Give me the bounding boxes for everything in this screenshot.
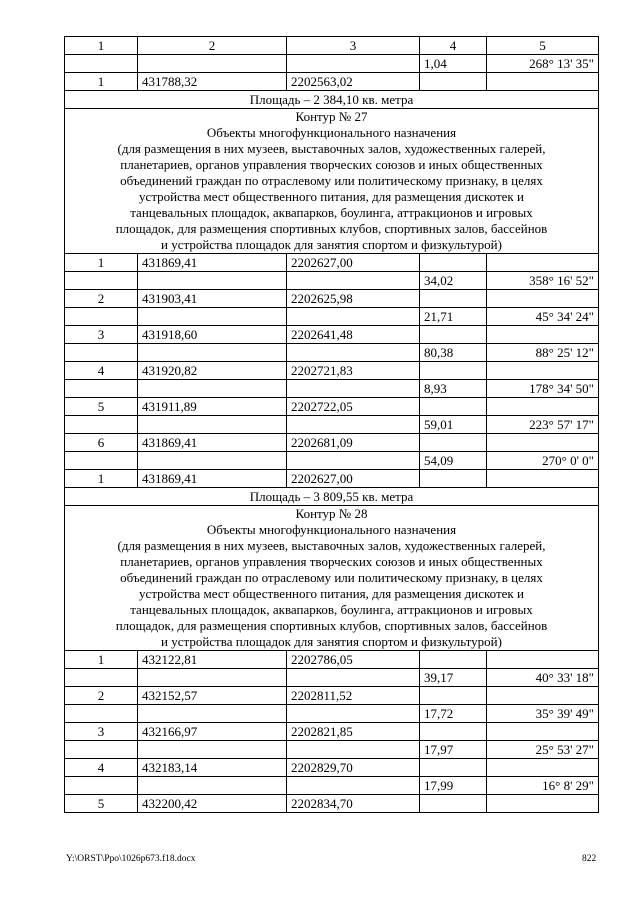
cell: 5 — [65, 398, 138, 416]
cell — [420, 398, 487, 416]
cell — [420, 795, 487, 813]
cell: 432183,14 — [138, 759, 287, 777]
contour-description-line: планетариев, органов управления творческих союзов и иных общественных — [120, 157, 543, 172]
contour-description-line: планетариев, органов управления творческих союзов и иных общественных — [120, 554, 543, 569]
table-row — [65, 73, 599, 91]
cell — [287, 416, 420, 434]
table-header-row — [65, 37, 599, 55]
cell: 1 — [65, 254, 138, 272]
cell — [65, 416, 138, 434]
cell: 5 — [65, 795, 138, 813]
cell: 17,97 — [420, 741, 487, 759]
cell — [138, 344, 287, 362]
cell — [287, 272, 420, 290]
cell — [138, 380, 287, 398]
cell — [287, 55, 420, 73]
area-summary: Площадь – 3 809,55 кв. метра — [65, 488, 599, 506]
area-summary: Площадь – 2 384,10 кв. метра — [65, 91, 599, 109]
cell — [65, 452, 138, 470]
cell — [487, 326, 599, 344]
cell: 268° 13' 35" — [487, 55, 599, 73]
cell: 223° 57' 17" — [487, 416, 599, 434]
footer-file-path: Y:\ORST\Ppo\1026p673.f18.docx — [66, 854, 196, 864]
cell — [487, 795, 599, 813]
contour-description — [65, 506, 599, 651]
cell: 2 — [65, 290, 138, 308]
table-row — [65, 308, 599, 326]
cell — [420, 687, 487, 705]
cell: 6 — [65, 434, 138, 452]
cell: 3 — [65, 723, 138, 741]
cell — [287, 380, 420, 398]
contour-description-line: площадок, для размещения спортивных клубов, спортивных залов, бассейнов — [115, 221, 548, 236]
cell: 25° 53' 27" — [487, 741, 599, 759]
cell: 2202811,52 — [287, 687, 420, 705]
cell — [65, 705, 138, 723]
cell: 2202563,02 — [287, 73, 420, 91]
cell — [420, 73, 487, 91]
cell — [65, 272, 138, 290]
cell: 2202627,00 — [287, 470, 420, 488]
contour-description-line: и устройства площадок для занятия спортом и физкультурой) — [161, 634, 502, 649]
table-row — [65, 416, 599, 434]
cell — [487, 687, 599, 705]
cell: 431903,41 — [138, 290, 287, 308]
cell: 1,04 — [420, 55, 487, 73]
cell — [65, 669, 138, 687]
cell: 432152,57 — [138, 687, 287, 705]
cell — [487, 723, 599, 741]
cell — [487, 759, 599, 777]
contour-description-line: танцевальных площадок, аквапарков, боулинга, аттракционов и игровых — [130, 205, 533, 220]
table-row — [65, 470, 599, 488]
cell — [138, 55, 287, 73]
cell: 2202627,00 — [287, 254, 420, 272]
cell — [138, 741, 287, 759]
cell: 4 — [65, 759, 138, 777]
table-row — [65, 380, 599, 398]
contour-description-line: объединений граждан по отраслевому или политическому признаку, в целях — [120, 570, 543, 585]
table-row — [65, 651, 599, 669]
cell — [487, 651, 599, 669]
cell — [287, 308, 420, 326]
table-row — [65, 741, 599, 759]
cell: 1 — [65, 470, 138, 488]
cell: 1 — [65, 37, 138, 55]
cell — [138, 777, 287, 795]
cell: 40° 33' 18" — [487, 669, 599, 687]
contour-description-line: объединений граждан по отраслевому или политическому признаку, в целях — [120, 173, 543, 188]
cell: 2202821,85 — [287, 723, 420, 741]
coordinates-table-body — [65, 37, 599, 813]
footer-page-number: 822 — [582, 854, 597, 864]
cell: 2 — [138, 37, 287, 55]
table-row — [65, 759, 599, 777]
cell: 431911,89 — [138, 398, 287, 416]
contour-purpose: Объекты многофункционального назначения — [206, 522, 457, 537]
table-row — [65, 254, 599, 272]
cell — [487, 470, 599, 488]
contour-description-line: танцевальных площадок, аквапарков, боулинга, аттракционов и игровых — [130, 602, 533, 617]
cell: 17,72 — [420, 705, 487, 723]
cell — [138, 705, 287, 723]
cell: 59,01 — [420, 416, 487, 434]
cell — [138, 272, 287, 290]
cell: 2202681,09 — [287, 434, 420, 452]
cell: 21,71 — [420, 308, 487, 326]
table-row — [65, 434, 599, 452]
table-row — [65, 795, 599, 813]
table-row — [65, 55, 599, 73]
cell: 88° 25' 12" — [487, 344, 599, 362]
cell — [420, 254, 487, 272]
cell: 1 — [65, 73, 138, 91]
cell: 431869,41 — [138, 254, 287, 272]
cell — [487, 362, 599, 380]
cell — [420, 362, 487, 380]
table-row — [65, 290, 599, 308]
table-row — [65, 669, 599, 687]
cell: 2202786,05 — [287, 651, 420, 669]
cell: 2 — [65, 687, 138, 705]
table-row — [65, 777, 599, 795]
table-row — [65, 687, 599, 705]
cell: 431918,60 — [138, 326, 287, 344]
cell — [420, 651, 487, 669]
cell — [65, 344, 138, 362]
cell — [287, 452, 420, 470]
cell: 35° 39' 49" — [487, 705, 599, 723]
contour-description-line: и устройства площадок для занятия спортом и физкультурой) — [161, 237, 502, 252]
cell — [65, 380, 138, 398]
cell: 432166,97 — [138, 723, 287, 741]
cell — [138, 669, 287, 687]
area-summary-row — [65, 91, 599, 109]
table-row — [65, 452, 599, 470]
cell — [287, 669, 420, 687]
contour-description-line: (для размещения в них музеев, выставочных залов, художественных галерей, — [117, 538, 546, 553]
cell — [420, 434, 487, 452]
cell: 178° 34' 50" — [487, 380, 599, 398]
cell: 3 — [65, 326, 138, 344]
cell — [287, 705, 420, 723]
cell — [487, 254, 599, 272]
cell — [65, 741, 138, 759]
contour-header-row — [65, 506, 599, 651]
cell — [138, 416, 287, 434]
cell — [487, 398, 599, 416]
cell: 16° 8' 29" — [487, 777, 599, 795]
cell — [65, 777, 138, 795]
table-row — [65, 723, 599, 741]
cell — [420, 759, 487, 777]
cell: 17,99 — [420, 777, 487, 795]
cell: 8,93 — [420, 380, 487, 398]
contour-title: Контур № 27 — [295, 109, 368, 124]
table-row — [65, 344, 599, 362]
cell — [287, 344, 420, 362]
area-summary-row — [65, 488, 599, 506]
cell: 80,38 — [420, 344, 487, 362]
cell: 2202834,70 — [287, 795, 420, 813]
cell — [487, 73, 599, 91]
table-row — [65, 362, 599, 380]
cell — [65, 308, 138, 326]
cell: 39,17 — [420, 669, 487, 687]
cell — [138, 452, 287, 470]
table-row — [65, 705, 599, 723]
cell: 432122,81 — [138, 651, 287, 669]
cell: 432200,42 — [138, 795, 287, 813]
cell: 2202722,05 — [287, 398, 420, 416]
cell: 2202829,70 — [287, 759, 420, 777]
cell: 2202721,83 — [287, 362, 420, 380]
cell: 270° 0' 0" — [487, 452, 599, 470]
cell — [138, 308, 287, 326]
cell: 45° 34' 24" — [487, 308, 599, 326]
cell: 431869,41 — [138, 434, 287, 452]
table-row — [65, 398, 599, 416]
cell — [420, 326, 487, 344]
contour-header-row — [65, 109, 599, 254]
contour-description-line: устройства мест общественного питания, для размещения дискотек и — [139, 586, 524, 601]
cell — [487, 290, 599, 308]
table-row — [65, 272, 599, 290]
contour-description — [65, 109, 599, 254]
cell: 431788,32 — [138, 73, 287, 91]
cell — [287, 777, 420, 795]
contour-description-line: устройства мест общественного питания, для размещения дискотек и — [139, 189, 524, 204]
coordinates-table — [64, 36, 599, 813]
table-row — [65, 326, 599, 344]
cell: 34,02 — [420, 272, 487, 290]
cell: 431869,41 — [138, 470, 287, 488]
cell — [420, 470, 487, 488]
contour-purpose: Объекты многофункционального назначения — [206, 125, 457, 140]
cell — [487, 434, 599, 452]
cell — [287, 741, 420, 759]
cell — [65, 55, 138, 73]
cell: 3 — [287, 37, 420, 55]
cell — [420, 723, 487, 741]
contour-description-line: площадок, для размещения спортивных клубов, спортивных залов, бассейнов — [115, 618, 548, 633]
cell: 54,09 — [420, 452, 487, 470]
cell: 358° 16' 52" — [487, 272, 599, 290]
cell: 4 — [420, 37, 487, 55]
contour-title: Контур № 28 — [295, 506, 368, 521]
cell — [420, 290, 487, 308]
cell: 5 — [487, 37, 599, 55]
contour-description-line: (для размещения в них музеев, выставочных залов, художественных галерей, — [117, 141, 546, 156]
cell: 2202641,48 — [287, 326, 420, 344]
cell: 1 — [65, 651, 138, 669]
cell: 2202625,98 — [287, 290, 420, 308]
cell: 4 — [65, 362, 138, 380]
cell: 431920,82 — [138, 362, 287, 380]
